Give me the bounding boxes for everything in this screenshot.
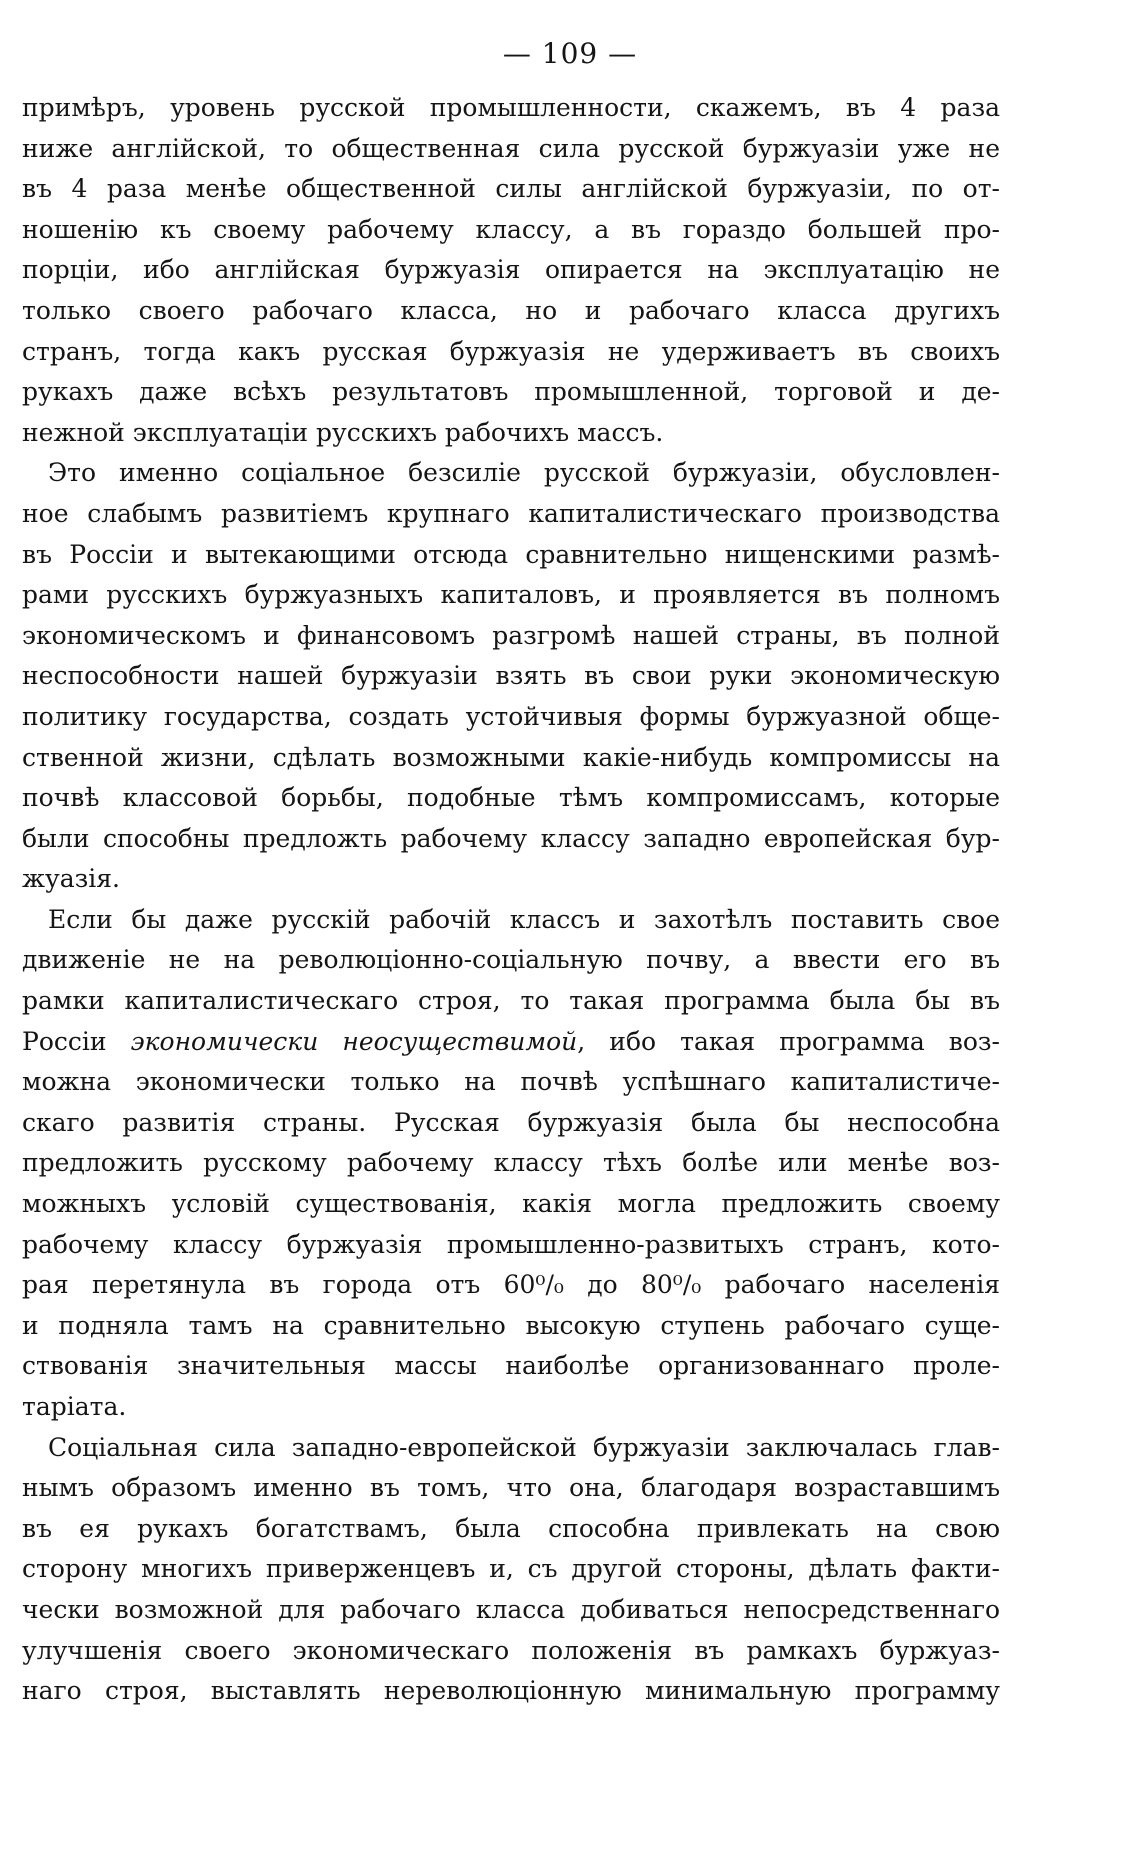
- text-line: ношенію къ своему рабочему классу, а въ гораздо большей про-: [22, 214, 1000, 244]
- text-line: наго строя, выставлять нереволюціонную минимальную программу: [22, 1676, 1000, 1706]
- text-line: въ 4 раза менѣе общественной силы англійской буржуазіи, по от-: [22, 174, 1000, 204]
- text-line: были способны предложть рабочему классу западно европейская бур-: [22, 823, 1000, 853]
- paragraph-2: [22, 453, 1000, 900]
- text-line: рами русскихъ буржуазныхъ капиталовъ, и проявляется въ полномъ: [22, 580, 1000, 610]
- text-line: рабочему классу буржуазія промышленно-развитыхъ странъ, кото-: [22, 1229, 1000, 1259]
- text-line: можна экономически только на почвѣ успѣшнаго капиталистиче-: [22, 1067, 1000, 1097]
- text-line: нымъ образомъ именно въ томъ, что она, благодаря возраставшимъ: [22, 1473, 1000, 1503]
- text-line: въ Россіи и вытекающими отсюда сравнительно нищенскими размѣ-: [22, 539, 1000, 569]
- page-number: — 109 —: [502, 37, 638, 70]
- text-line: скаго развитія страны. Русская буржуазія была бы неспособна: [22, 1107, 1000, 1137]
- paragraph-3: [22, 900, 1000, 1428]
- text-line: ственной жизни, сдѣлать возможными какіе-нибудь компромиссы на: [22, 742, 1000, 772]
- text-line: странъ, тогда какъ русская буржуазія не удерживаетъ въ своихъ: [22, 336, 1000, 366]
- text-line: и подняла тамъ на сравнительно высокую ступень рабочаго суще-: [22, 1310, 1000, 1340]
- text-line: ствованія значительныя массы наиболѣе организованнаго проле-: [22, 1351, 1000, 1381]
- text-line: въ ея рукахъ богатствамъ, была способна привлекать на свою: [22, 1513, 1000, 1543]
- body-text: [22, 88, 1000, 1712]
- text-line: нежной эксплуатаціи русскихъ рабочихъ массъ.: [22, 417, 664, 447]
- text-line: чески возможной для рабочаго класса добиваться непосредственнаго: [22, 1594, 1000, 1624]
- text-line: только своего рабочаго класса, но и рабочаго класса другихъ: [22, 295, 1000, 325]
- text-line: Это именно соціальное безсиліе русской буржуазіи, обусловлен-: [48, 458, 1000, 488]
- text-line: ное слабымъ развитіемъ крупнаго капиталистическаго производства: [22, 498, 1000, 528]
- text-line-with-italic: Россіи экономически неосуществимой, ибо такая программа воз-: [22, 1026, 1001, 1056]
- text-line: Если бы даже русскій рабочій классъ и захотѣлъ поставить свое: [48, 904, 1000, 934]
- text-line: политику государства, создать устойчивыя формы буржуазной обще-: [22, 701, 1000, 731]
- text-line: почвѣ классовой борьбы, подобные тѣмъ компромиссамъ, которые: [22, 783, 1000, 813]
- text-line: неспособности нашей буржуазіи взять въ свои руки экономическую: [22, 661, 1000, 691]
- text-line: можныхъ условій существованія, какія могла предложить своему: [22, 1189, 1000, 1219]
- text-line: рая перетянула въ города отъ 60⁰/₀ до 80⁰/₀ рабочаго населенія: [22, 1270, 1000, 1300]
- text-line: рамки капиталистическаго строя, то такая программа была бы въ: [22, 986, 1000, 1016]
- text-line: улучшенія своего экономическаго положенія въ рамкахъ буржуаз-: [22, 1635, 1000, 1665]
- text-line: таріата.: [22, 1392, 127, 1421]
- text-line: ниже англійской, то общественная сила русской буржуазіи уже не: [22, 133, 1000, 163]
- paragraph-4: [22, 1428, 1000, 1712]
- text-line: сторону многихъ приверженцевъ и, съ другой стороны, дѣлать факти-: [22, 1554, 1000, 1584]
- text-line: примѣръ, уровень русской промышленности, скажемъ, въ 4 раза: [22, 93, 1000, 122]
- italic-phrase: экономически неосуществимой: [130, 1026, 578, 1056]
- text-line: рукахъ даже всѣхъ результатовъ промышленной, торговой и де-: [22, 377, 1000, 407]
- text-line: предложить русскому рабочему классу тѣхъ болѣе или менѣе воз-: [22, 1148, 1000, 1178]
- text-line: движеніе не на революціонно-соціальную почву, а ввести его въ: [22, 945, 1000, 975]
- paragraph-1: [22, 88, 1000, 453]
- text-line: Соціальная сила западно-европейской буржуазіи заключалась глав-: [48, 1432, 1000, 1462]
- text-line: экономическомъ и финансовомъ разгромѣ нашей страны, въ полной: [22, 620, 1000, 650]
- text-line: порціи, ибо англійская буржуазія опирается на эксплуатацію не: [22, 255, 1000, 285]
- text-line: жуазія.: [22, 864, 120, 894]
